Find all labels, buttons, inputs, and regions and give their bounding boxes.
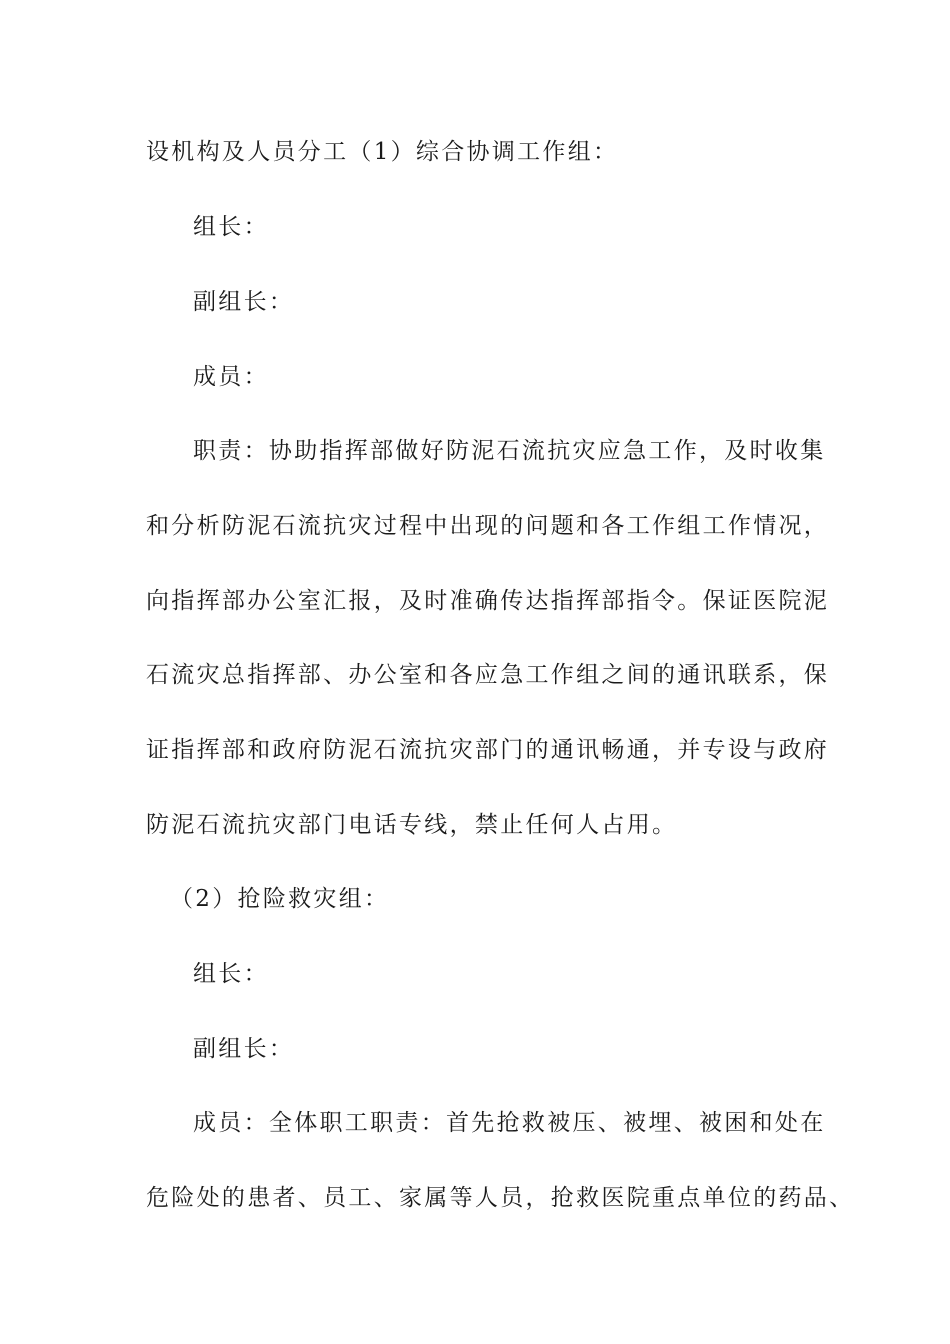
paragraph-line: 石流灾总指挥部、办公室和各应急工作组之间的通讯联系，保: [146, 662, 830, 688]
paragraph-line: 和分析防泥石流抗灾过程中出现的问题和各工作组工作情况，: [146, 513, 830, 539]
section-heading: （2）抢险救灾组：: [170, 886, 390, 912]
paragraph-line: 组长：: [193, 214, 269, 240]
paragraph-line: 证指挥部和政府防泥石流抗灾部门的通讯畅通，并专设与政府: [146, 737, 830, 763]
paragraph-line: 危险处的患者、员工、家属等人员，抢救医院重点单位的药品、: [146, 1185, 855, 1211]
paragraph-line: 设机构及人员分工（1）综合协调工作组：: [146, 139, 619, 165]
paragraph-line: 向指挥部办公室汇报，及时准确传达指挥部指令。保证医院泥: [146, 588, 830, 614]
paragraph-line: 防泥石流抗灾部门电话专线，禁止任何人占用。: [146, 812, 678, 838]
paragraph-line: 副组长：: [193, 289, 295, 315]
paragraph-line: 职责：协助指挥部做好防泥石流抗灾应急工作，及时收集: [193, 438, 826, 464]
paragraph-line: 成员：全体职工职责：首先抢救被压、被埋、被困和处在: [193, 1110, 826, 1136]
paragraph-line: 副组长：: [193, 1036, 295, 1062]
paragraph-line: 成员：: [193, 364, 269, 390]
paragraph-line: 组长：: [193, 961, 269, 987]
